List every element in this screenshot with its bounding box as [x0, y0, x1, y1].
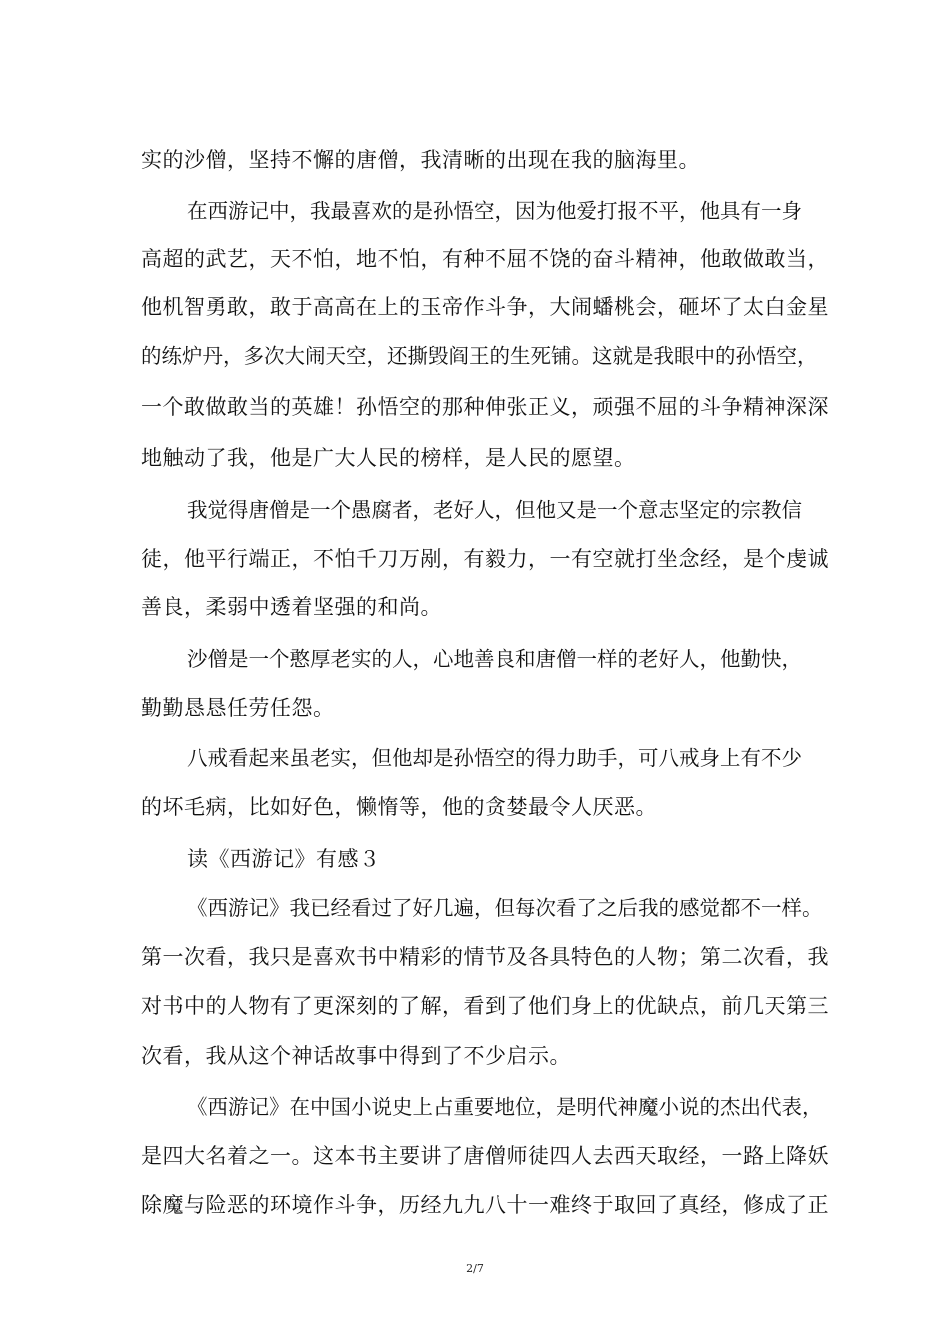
text-line: 高超的武艺，天不怕，地不怕，有种不屈不饶的奋斗精神，他敢做敢当，	[141, 247, 829, 271]
text-line: 《西游记》我已经看过了好几遍，但每次看了之后我的感觉都不一样。	[187, 896, 823, 920]
text-line: 地触动了我，他是广大人民的榜样，是人民的愿望。	[141, 446, 636, 470]
text-line: 沙僧是一个憨厚老实的人，心地善良和唐僧一样的老好人，他勤快，	[187, 647, 802, 671]
text-line: 是四大名着之一。这本书主要讲了唐僧师徒四人去西天取经，一路上降妖	[141, 1144, 829, 1168]
text-line: 次看，我从这个神话故事中得到了不少启示。	[141, 1044, 571, 1068]
text-line: 的练炉丹，多次大闹天空，还撕毁阎王的生死铺。这就是我眼中的孙悟空，	[141, 344, 818, 368]
text-line: 除魔与险恶的环境作斗争，历经九九八十一难终于取回了真经，修成了正	[141, 1193, 829, 1217]
page-number: 2/7	[466, 1262, 484, 1275]
text-line: 善良，柔弱中透着坚强的和尚。	[141, 595, 442, 619]
text-line: 在西游记中，我最喜欢的是孙悟空，因为他爱打报不平，他具有一身	[187, 199, 802, 223]
text-line: 第一次看，我只是喜欢书中精彩的情节及各具特色的人物；第二次看，我	[141, 945, 829, 969]
text-line: 八戒看起来虽老实，但他却是孙悟空的得力助手，可八戒身上有不少	[187, 746, 802, 770]
text-line: 一个敢做敢当的英雄！孙悟空的那种伸张正义，顽强不屈的斗争精神深深	[141, 395, 829, 419]
text-line: 他机智勇敢，敢于高高在上的玉帝作斗争，大闹蟠桃会，砸坏了太白金星	[141, 295, 829, 319]
text-line: 对书中的人物有了更深刻的了解，看到了他们身上的优缺点，前几天第三	[141, 994, 829, 1018]
text-line: 勤勤恳恳任劳任怨。	[141, 696, 335, 720]
section-heading: 读《西游记》有感３	[187, 847, 381, 871]
text-line: 的坏毛病，比如好色，懒惰等，他的贪婪最令人厌恶。	[141, 795, 657, 819]
text-line: 《西游记》在中国小说史上占重要地位，是明代神魔小说的杰出代表，	[187, 1095, 823, 1119]
text-line: 我觉得唐僧是一个愚腐者，老好人，但他又是一个意志坚定的宗教信	[187, 498, 802, 522]
text-line: 实的沙僧，坚持不懈的唐僧，我清晰的出现在我的脑海里。	[141, 148, 700, 172]
text-line: 徒，他平行端正，不怕千刀万剐，有毅力，一有空就打坐念经，是个虔诚	[141, 547, 829, 571]
